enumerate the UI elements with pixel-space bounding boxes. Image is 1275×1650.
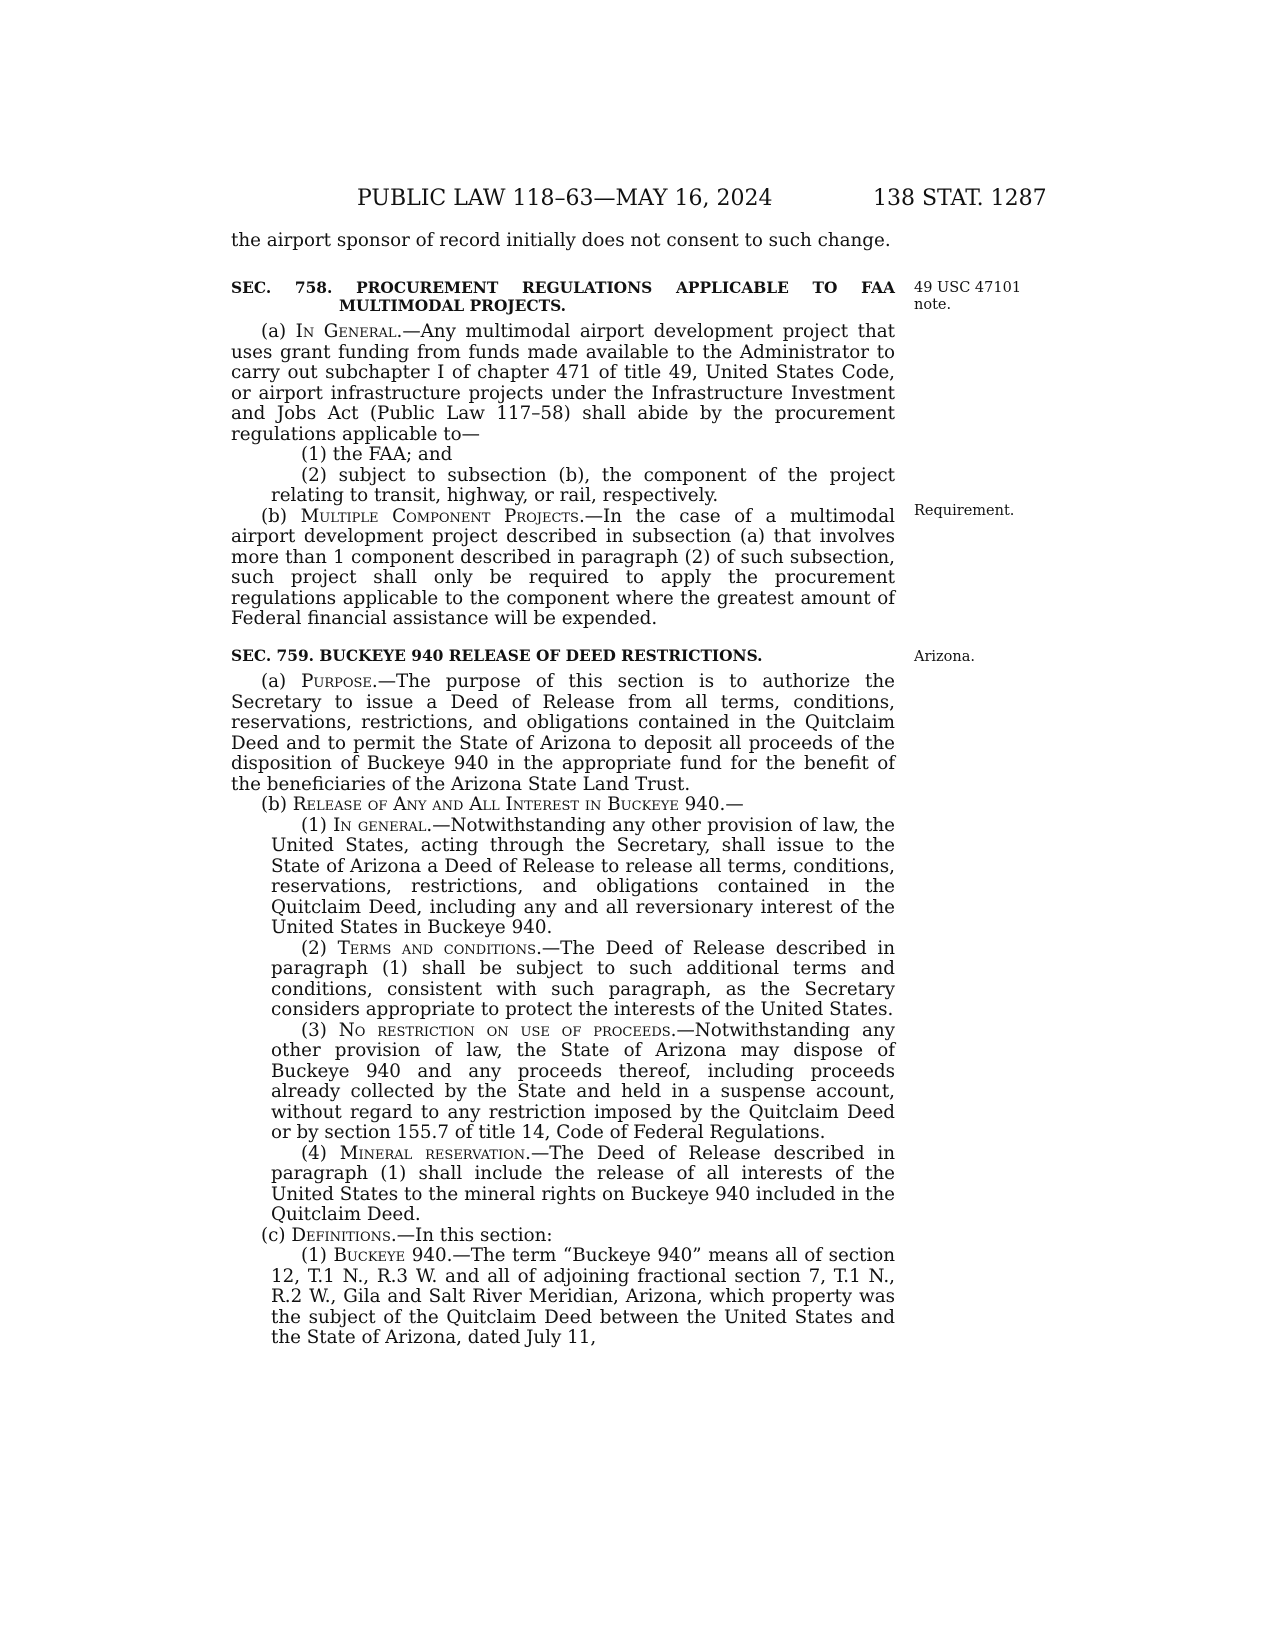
sec-759-b1-text: .—Notwithstanding any other provision of law, the United States, acting through the Secretary, shall issue to the State of Arizona a Deed of Release to release all terms, conditions, reservations, restrictions, and obligations contained in the Quitclaim Deed, including any and all reversionary interest of the United States in Buckeye 940. bbox=[271, 814, 895, 938]
margin-note-usc-line2: note. bbox=[914, 297, 952, 313]
sec-758-heading-line2: MULTIMODAL PROJECTS. bbox=[339, 297, 566, 315]
sec-759-a-caption: Purpose bbox=[301, 671, 372, 692]
sec-759-paragraph-b1 bbox=[271, 816, 895, 939]
sec-759-paragraph-b4 bbox=[271, 1144, 895, 1226]
sec-758-heading-line1: SEC. 758. PROCUREMENT REGULATIONS APPLICABLE TO FAA bbox=[231, 279, 895, 297]
sec-759-heading: SEC. 759. BUCKEYE 940 RELEASE OF DEED RESTRICTIONS. bbox=[231, 647, 763, 665]
sec-758-a-text: .—Any multimodal airport development project that uses grant funding from funds made available to the Administrator to carry out subchapter I of chapter 471 of title 49, United States Code, or airport infrastructure projects under the Infrastructure Investment and Jobs Act (Public Law 117–58) shall abide by the procurement regulations applicable to— bbox=[231, 321, 895, 445]
sec-759-paragraph-b2 bbox=[271, 939, 895, 1021]
sec-759-b3-label: (3) bbox=[301, 1019, 339, 1041]
sec-759 bbox=[231, 647, 895, 1349]
sec-759-c-caption: Definitions bbox=[291, 1224, 391, 1246]
sec-759-b-label: (b) bbox=[261, 794, 293, 815]
carryover-paragraph: the airport sponsor of record initially does not consent to such change. bbox=[231, 230, 891, 251]
margin-note-usc-line1: 49 USC 47101 bbox=[914, 280, 1022, 296]
sec-758-a-label: (a) bbox=[261, 321, 296, 342]
sec-759-paragraph-b3 bbox=[271, 1021, 895, 1144]
sec-759-b-dash: .— bbox=[719, 794, 744, 815]
sec-759-c1-label: (1) bbox=[301, 1245, 334, 1266]
sec-759-b-caption: Release of Any and All Interest in Buckeye 940 bbox=[292, 794, 720, 815]
sec-759-subsection-b bbox=[231, 795, 895, 816]
page-stat-citation: 138 STAT. 1287 bbox=[873, 186, 1047, 211]
sec-759-subsection-c bbox=[231, 1226, 895, 1247]
sec-759-b3-caption: No restriction on use of proceeds bbox=[338, 1019, 671, 1041]
sec-759-subsection-a bbox=[231, 672, 895, 795]
sec-759-b1-label: (1) bbox=[301, 814, 334, 836]
sec-759-a-label: (a) bbox=[261, 671, 302, 692]
sec-758-subsection-a bbox=[231, 322, 895, 445]
sec-759-paragraph-c1 bbox=[271, 1246, 895, 1349]
margin-note-usc bbox=[914, 280, 1021, 314]
sec-758-subsection-b bbox=[231, 507, 895, 630]
sec-759-b4-text: .—The Deed of Release described in paragraph (1) shall include the release of all interests of the United States to the mineral rights on Buckeye 940 included in the Quitclaim Deed. bbox=[271, 1142, 895, 1225]
margin-note-requirement: Requirement. bbox=[914, 503, 1015, 519]
sec-759-c1-text: .—The term “Buckeye 940” means all of section 12, T.1 N., R.3 W. and all of adjoining fractional section 7, T.1 N., R.2 W., Gila and Salt River Meridian, Arizona, which property was the subject of the Quitclaim Deed between the United States and the State of Arizona, dated July 11, bbox=[271, 1245, 895, 1348]
sec-759-b3-text: .—Notwithstanding any other provision of law, the State of Arizona may dispose of Buckeye 940 and any proceeds thereof, including proceeds already collected by the State and held in a suspense account, without regard to any restriction imposed by the Quitclaim Deed or by section 155.7 of title 14, Code of Federal Regulations. bbox=[271, 1019, 895, 1143]
sec-758-paragraph-1: (1) the FAA; and bbox=[301, 444, 453, 465]
sec-758-b-label: (b) bbox=[261, 505, 301, 527]
sec-758-b-caption: Multiple Component Projects bbox=[300, 505, 579, 527]
sec-759-b4-label: (4) bbox=[301, 1142, 340, 1164]
carryover-paragraph-block bbox=[231, 231, 895, 252]
sec-758 bbox=[231, 279, 895, 630]
running-head-title: PUBLIC LAW 118–63—MAY 16, 2024 bbox=[357, 186, 773, 211]
sec-759-a-text: .—The purpose of this section is to authorize the Secretary to issue a Deed of Release from all terms, conditions, reservations, restrictions, and obligations contained in the Quitclaim Deed and to permit the State of Arizona to deposit all proceeds of the disposition of Buckeye 940 in the appropriate fund for the benefit of the beneficiaries of the Arizona State Land Trust. bbox=[231, 671, 895, 795]
sec-759-b2-label: (2) bbox=[301, 937, 338, 959]
sec-758-b-text: .—In the case of a multimodal airport development project described in subsection (a) that involves more than 1 component described in paragraph (2) of such subsection, such project shall only be required to apply the procurement regulations applicable to the component where the greatest amount of Federal financial assistance will be expended. bbox=[231, 505, 895, 629]
sec-759-b2-text: .—The Deed of Release described in paragraph (1) shall be subject to such additional terms and conditions, consistent with such paragraph, as the Secretary considers appropriate to protect the interests of the United States. bbox=[271, 937, 895, 1020]
sec-759-c-label: (c) bbox=[261, 1224, 292, 1246]
margin-note-arizona: Arizona. bbox=[914, 649, 976, 665]
sec-759-c-text: .—In this section: bbox=[390, 1224, 553, 1246]
sec-758-a-caption: In General bbox=[295, 321, 397, 342]
sec-758-paragraph-2: (2) subject to subsection (b), the component of the project relating to transit, highway, or rail, respectively. bbox=[271, 464, 895, 506]
sec-759-b4-caption: Mineral reservation bbox=[339, 1142, 526, 1164]
sec-759-c1-caption: Buckeye 940 bbox=[333, 1245, 447, 1266]
sec-759-b1-caption: In general bbox=[333, 814, 427, 836]
sec-759-b2-caption: Terms and conditions bbox=[337, 937, 537, 959]
